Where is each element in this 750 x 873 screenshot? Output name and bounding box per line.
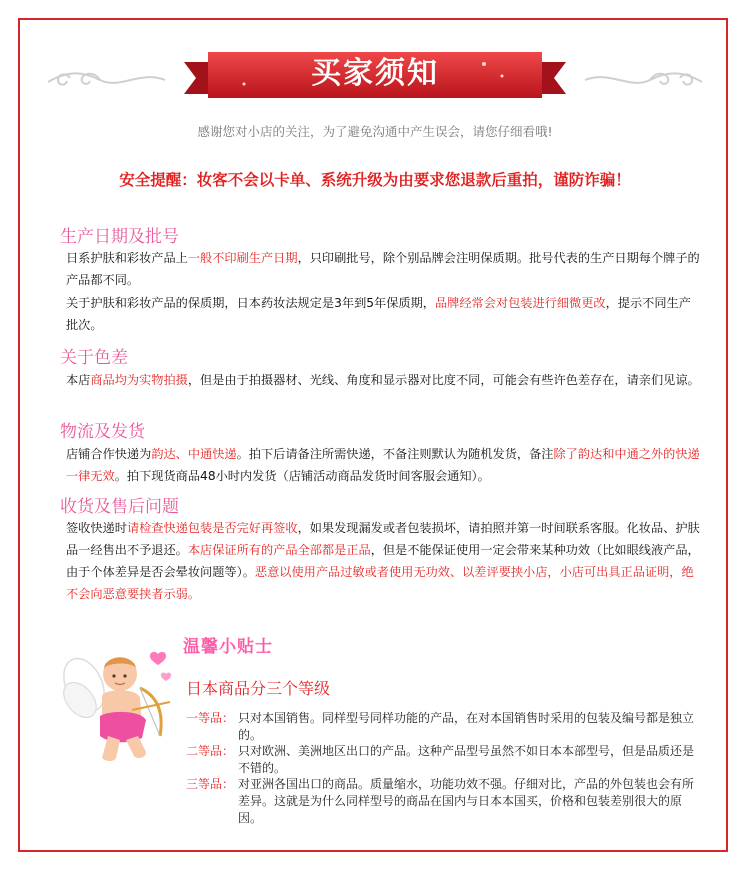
grade-text: 对亚洲各国出口的商品。质量缩水，功能功效不强。仔细对比，产品的外包装也会有所差异。这就是为什么同样型号的商品在国内与日本本国买，价格和包装差别很大的原因。 (238, 777, 695, 825)
highlight-text: 商品均为实物拍摄 (90, 373, 188, 387)
header-banner (0, 40, 750, 110)
text: ，但是由于拍摄器材、光线、角度和显示器对比度不同，可能会有些许色差存在，请亲们见谅。 (187, 373, 700, 387)
grade-text: 只对欧洲、美洲地区出口的产品。这种产品型号虽然不如日本本部型号，但是品质还是不错的。 (238, 744, 695, 775)
text: 签收快递时 (66, 521, 127, 535)
highlight-text: 韵达、中通快递 (151, 447, 237, 461)
text: ，只印刷批号，除个别品牌会注明保质期。批号代表的生产日期每个牌子的产品都不同。 (66, 251, 700, 287)
text: 关于护肤和彩妆产品的保质期，日本药妆法规定是3年到5年保质期， (66, 296, 435, 310)
tips-subtitle: 日本商品分三个等级 (186, 679, 331, 698)
tips-title: 温馨小贴士 (183, 637, 273, 657)
text: ，但是不能保证使用一定会带来某种功效（比如眼线液产品，由于个体差异是否会晕妆问题等）。 (66, 543, 700, 579)
highlight-text: 本店保证所有的产品全部都是正品 (187, 543, 371, 557)
highlight-text: 一般不印刷生产日期 (187, 251, 298, 265)
color-paragraph (66, 369, 702, 391)
section-title-color: 关于色差 (60, 348, 128, 368)
highlight-text: 品牌经常会对包装进行细微更改 (434, 296, 606, 310)
section-title-logistics: 物流及发货 (60, 422, 145, 442)
grade-item-1 (180, 710, 700, 744)
security-alert: 安全提醒：妆客不会以卡单、系统升级为由要求您退款后重拍，谨防诈骗！ (119, 171, 631, 189)
production-paragraph-1 (66, 247, 702, 291)
cupid-illustration-icon (62, 640, 174, 770)
page-subtitle: 感谢您对小店的关注，为了避免沟通中产生误会，请您仔细看哦! (197, 124, 553, 139)
text: ，如果发现漏发或者包装损坏，请拍照并第一时间联系客服。化妆品、护肤品一经售出不予退还。 (66, 521, 700, 557)
grade-label: 一等品： (185, 711, 234, 725)
grade-text: 只对本国销售。同样型号同样功能的产品，在对本国销售时采用的包装及编号都是独立的。 (238, 711, 695, 742)
section-title-production: 生产日期及批号 (60, 227, 179, 247)
text: 。拍下后请备注所需快递，不备注则默认为随机发货，备注 (236, 447, 554, 461)
grade-item-3 (180, 776, 700, 827)
text: 日系护肤和彩妆产品上 (66, 251, 188, 265)
text: 本店 (66, 373, 91, 387)
highlight-text: 除了韵达和中通之外的快递一律无效 (66, 447, 700, 483)
page-title: 买家须知 (311, 56, 439, 91)
section-title-aftersale: 收货及售后问题 (60, 497, 179, 517)
grade-label: 二等品： (185, 744, 234, 758)
highlight-text: 请检查快递包装是否完好再签收 (126, 521, 298, 535)
grade-label: 三等品： (185, 777, 234, 791)
logistics-paragraph (66, 443, 702, 487)
text: 店铺合作快递为 (66, 447, 152, 461)
production-paragraph-2 (66, 292, 702, 336)
text: 。拍下现货商品48小时内发货（店铺活动商品发货时间客服会通知）。 (114, 469, 490, 483)
aftersale-paragraph (66, 517, 702, 605)
text: ，提示不同生产批次。 (66, 296, 691, 332)
grade-item-2 (180, 743, 700, 777)
swirl-ornament-icon (580, 68, 710, 92)
highlight-text: 恶意以使用产品过敏或者使用无功效、以差评要挟小店，小店可出具正品证明，绝不会向恶意要挟者示弱。 (66, 565, 694, 601)
swirl-ornament-icon (40, 68, 170, 92)
